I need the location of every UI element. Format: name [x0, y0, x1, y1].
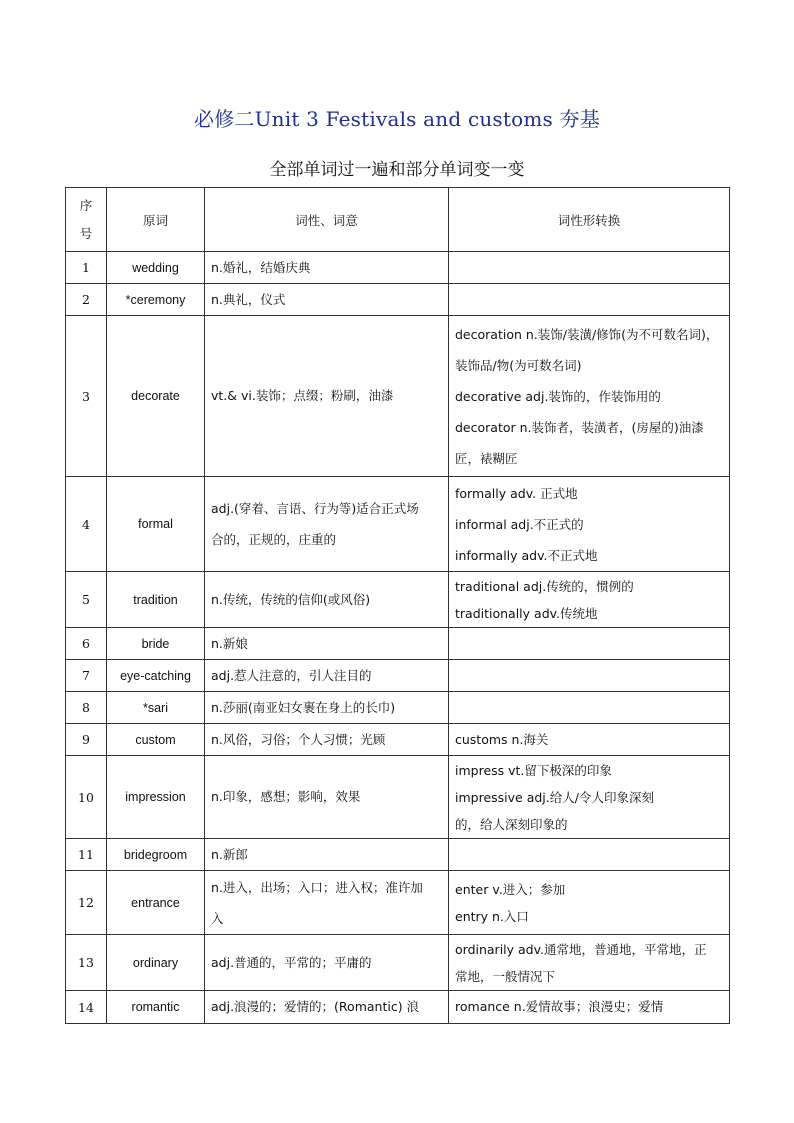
row-forms — [449, 252, 730, 284]
table-row — [66, 839, 730, 871]
row-number: 6 — [66, 628, 107, 660]
table-header-row — [66, 188, 730, 252]
row-meaning: n.典礼，仪式 — [205, 284, 449, 316]
row-forms — [449, 628, 730, 660]
row-word: entrance — [107, 871, 205, 935]
row-word: bride — [107, 628, 205, 660]
table-row — [66, 284, 730, 316]
row-meaning: adj.(穿着、言语、行为等)适合正式场 合的，正规的，庄重的 — [205, 477, 449, 572]
row-meaning: n.莎丽(南亚妇女裹在身上的长巾) — [205, 692, 449, 724]
row-meaning: adj.惹人注意的，引人注目的 — [205, 660, 449, 692]
row-number: 14 — [66, 991, 107, 1024]
table-row — [66, 692, 730, 724]
row-word: eye-catching — [107, 660, 205, 692]
row-meaning: vt.& vi.装饰；点缀；粉刷，油漆 — [205, 316, 449, 477]
row-meaning: n.新娘 — [205, 628, 449, 660]
row-word: formal — [107, 477, 205, 572]
table-row — [66, 871, 730, 935]
header-meaning: 词性、词意 — [205, 188, 449, 252]
row-meaning: n.进入，出场；入口；进入权；准许加 入 — [205, 871, 449, 935]
row-meaning: adj.普通的，平常的；平庸的 — [205, 935, 449, 991]
row-number: 1 — [66, 252, 107, 284]
row-meaning: adj.浪漫的；爱情的；(Romantic) 浪 — [205, 991, 449, 1024]
row-forms: enter v.进入；参加 entry n.入口 — [449, 871, 730, 935]
row-word: ordinary — [107, 935, 205, 991]
table-row — [66, 252, 730, 284]
table-row — [66, 628, 730, 660]
row-word: *ceremony — [107, 284, 205, 316]
table-row — [66, 935, 730, 991]
row-forms: ordinarily adv.通常地，普通地，平常地，正 常地，一般情况下 — [449, 935, 730, 991]
row-number: 4 — [66, 477, 107, 572]
table-row — [66, 724, 730, 756]
table-row — [66, 756, 730, 839]
row-forms: impress vt.留下极深的印象 impressive adj.给人/令人印象深刻 的，给人深刻印象的 — [449, 756, 730, 839]
vocabulary-table — [65, 187, 730, 1024]
page-subtitle: 全部单词过一遍和部分单词变一变 — [269, 160, 525, 180]
row-number: 8 — [66, 692, 107, 724]
row-number: 7 — [66, 660, 107, 692]
row-meaning: n.风俗，习俗；个人习惯；光顾 — [205, 724, 449, 756]
page-title: 必修二Unit 3 Festivals and customs 夯基 — [194, 107, 600, 131]
row-word: wedding — [107, 252, 205, 284]
row-meaning: n.印象，感想；影响，效果 — [205, 756, 449, 839]
row-forms: customs n.海关 — [449, 724, 730, 756]
row-forms: formally adv. 正式地 informal adj.不正式的 informally adv.不正式地 — [449, 477, 730, 572]
row-forms: traditional adj.传统的，惯例的 traditionally adv.传统地 — [449, 572, 730, 628]
row-word: impression — [107, 756, 205, 839]
row-number: 5 — [66, 572, 107, 628]
row-word: decorate — [107, 316, 205, 477]
row-number: 3 — [66, 316, 107, 477]
row-number: 2 — [66, 284, 107, 316]
row-meaning: n.新郎 — [205, 839, 449, 871]
row-word: custom — [107, 724, 205, 756]
header-word: 原词 — [107, 188, 205, 252]
row-word: tradition — [107, 572, 205, 628]
row-number: 9 — [66, 724, 107, 756]
row-number: 13 — [66, 935, 107, 991]
row-forms — [449, 284, 730, 316]
row-forms: romance n.爱情故事；浪漫史；爱情 — [449, 991, 730, 1024]
row-word: bridegroom — [107, 839, 205, 871]
row-forms — [449, 839, 730, 871]
row-meaning: n.婚礼，结婚庆典 — [205, 252, 449, 284]
table-row — [66, 991, 730, 1024]
row-word: *sari — [107, 692, 205, 724]
table-row — [66, 316, 730, 477]
table-row — [66, 660, 730, 692]
row-forms: decoration n.装饰/装潢/修饰(为不可数名词)， 装饰品/物(为可数名词) decorative adj.装饰的，作装饰用的 decorator n.装饰者，装潢者，(房屋的)油漆 匠，裱糊匠 — [449, 316, 730, 477]
row-meaning: n.传统，传统的信仰(或风俗) — [205, 572, 449, 628]
table-row — [66, 572, 730, 628]
row-number: 10 — [66, 756, 107, 839]
row-number: 12 — [66, 871, 107, 935]
header-seq: 序 号 — [66, 188, 107, 252]
row-number: 11 — [66, 839, 107, 871]
header-forms: 词性形转换 — [449, 188, 730, 252]
row-word: romantic — [107, 991, 205, 1024]
row-forms — [449, 660, 730, 692]
row-forms — [449, 692, 730, 724]
table-row — [66, 477, 730, 572]
